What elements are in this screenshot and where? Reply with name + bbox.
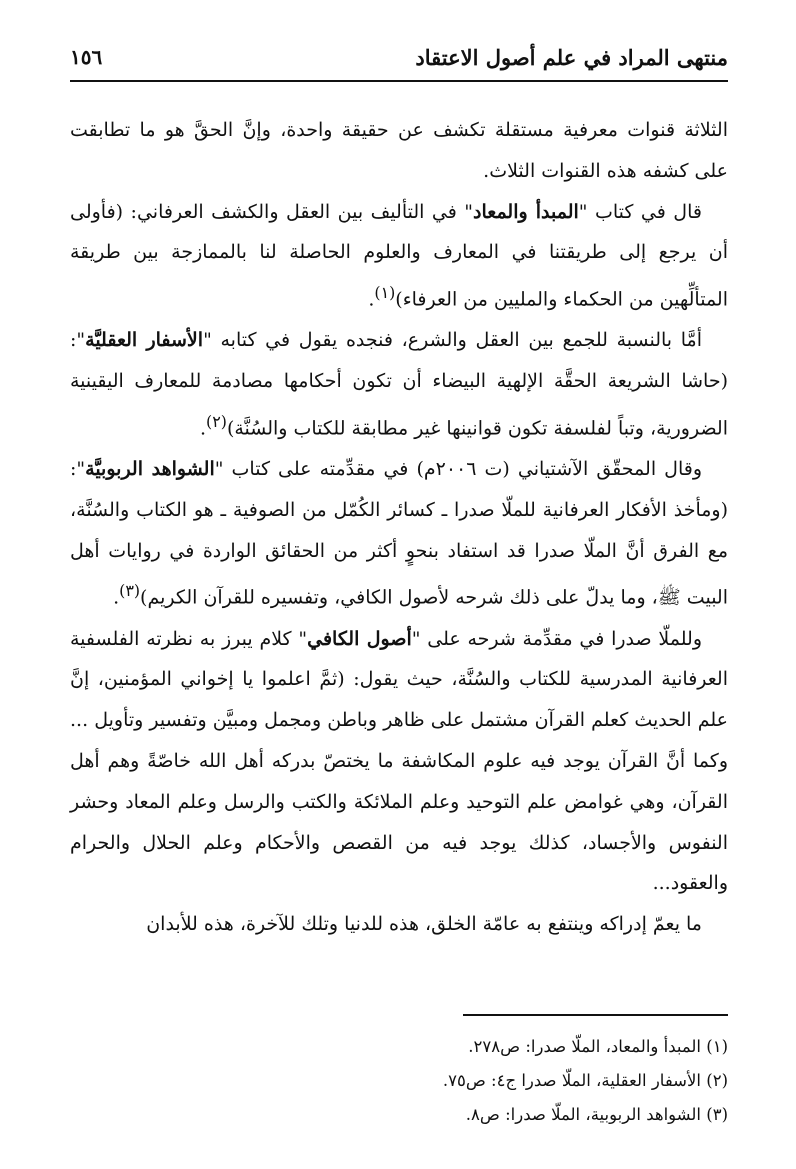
p4-text-rest: ": (ومأخذ الأفكار العرفانية للملّا صدرا ـ كسائر الكُمّل من الصوفية ـ هو الكتاب والسُنَّة، مع الفرق أنَّ الملّا صدرا قد استفاد بنحوٍ أكثر من الحقائق الواردة في روايات أهل البيت ﷺ، وما يدلّ على ذلك شرحه لأصول الكافي، وتفسيره للقرآن الكريم) [70, 458, 728, 609]
paragraph-6: ما يعمّ إدراكه وينتفع به عامّة الخلق، هذه للدنيا وتلك للآخرة، هذه للأبدان [146, 913, 702, 936]
p2-text-start: قال في كتاب " [578, 200, 702, 223]
footnote-3: (٣) الشواهد الربوبية، الملّا صدرا: ص٨. [465, 1105, 728, 1124]
footnote-separator [463, 1014, 728, 1016]
paragraph-1: الثلاثة قنوات معرفية مستقلة تكشف عن حقيقة واحدة، وإنَّ الحقَّ هو ما تطابقت على كشفه هذه القنوات الثلاث. [70, 119, 728, 182]
footnotes [70, 1030, 728, 1132]
p5-text-rest: " كلام يبرز به نظرته الفلسفية العرفانية المدرسية للكتاب والسُنَّة، حيث يقول: (ثمَّ اعلموا يا إخواني المؤمنين، إنَّ علم الحديث كعلم القرآن مشتمل على ظاهر وباطن ومجمل ومبيَّن وتفسير وتأويل ... وكما أنَّ القرآن يوجد فيه علوم المكاشفة ما يختصّ بدركه أهل الله خاصّةً وهم أهل القرآن، وهي غوامض علم التوحيد وعلم الملائكة والكتب والرسل وعلم المعاد وحشر النفوس والأجساد، كذلك يوجد فيه من القصص والأحكام وعلم الحلال والحرام والعقود... [70, 627, 728, 895]
main-text [70, 110, 728, 945]
p2-text-rest: " في التأليف بين العقل والكشف العرفاني: (فأولى أن يرجع إلى طريقتنا في المعارف والعلوم الحاصلة لنا بالممازجة بين طريقة المتألِّهين من الحكماء والمليين من العرفاء) [70, 200, 728, 311]
book-title-asfar: الأسفار العقليَّة [85, 329, 204, 352]
book-title-mabda: المبدأ والمعاد [473, 200, 579, 223]
footnote-1: (١) المبدأ والمعاد، الملّا صدرا: ص٢٧٨. [468, 1037, 728, 1056]
book-title-usul-kafi: أصول الكافي [307, 627, 412, 650]
running-title: منتهى المراد في علم أصول الاعتقاد [415, 44, 728, 70]
p2-text-end: . [368, 288, 375, 311]
footnote-ref-3[interactable]: (٣) [119, 581, 141, 601]
paragraph-2 [70, 192, 728, 321]
paragraph-3 [70, 320, 728, 449]
footnote-2: (٢) الأسفار العقلية، الملّا صدرا ج٤: ص٧٥. [442, 1071, 728, 1090]
p4-text-start: وقال المحقّق الآشتياني (ت ٢٠٠٦م) في مقدِّمته على كتاب " [214, 458, 703, 481]
p4-text-end: . [113, 586, 120, 609]
p3-text-end: . [200, 417, 207, 440]
page-header [70, 34, 728, 82]
footnote-ref-2[interactable]: (٢) [206, 411, 227, 431]
paragraph-5 [70, 619, 728, 905]
page-number: ١٥٦ [70, 45, 103, 69]
footnote-ref-1[interactable]: (١) [374, 283, 396, 303]
p3-text-rest: ": (حاشا الشريعة الحقَّة الإلهية البيضاء أن تكون أحكامها مصادمة للمعارف اليقينية الضرورية، وتباً لفلسفة تكون قوانينها غير مطابقة للكتاب والسُنَّة) [70, 329, 728, 440]
book-title-shawahid: الشواهد الربوبيَّة [85, 458, 215, 481]
paragraph-4 [70, 449, 728, 619]
p5-text-start: وللملّا صدرا في مقدِّمة شرحه على " [411, 627, 702, 650]
book-page [70, 0, 728, 1169]
p3-text-start: أمَّا بالنسبة للجمع بين العقل والشرع، فنجده يقول في كتابه " [203, 329, 702, 352]
